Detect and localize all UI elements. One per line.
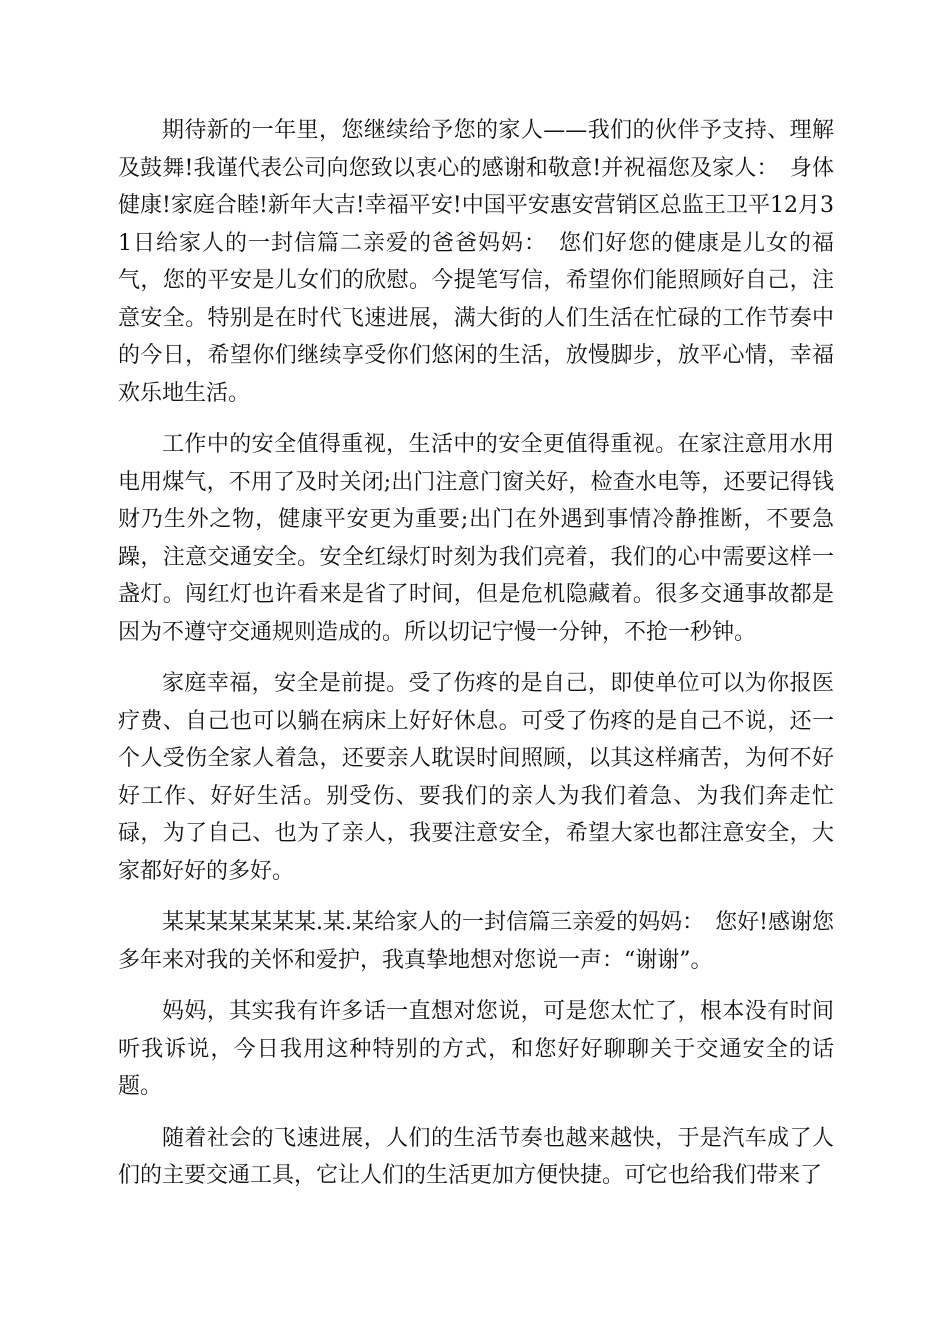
document-body bbox=[118, 112, 834, 1209]
paragraph-6: 随着社会的飞速进展，人们的生活节奏也越来越快，于是汽车成了人们的主要交通工具，它让人们的生活更加方便快捷。可它也给我们带来了 bbox=[118, 1125, 834, 1188]
paragraph-2: 工作中的安全值得重视，生活中的安全更值得重视。在家注意用水用电用煤气，不用了及时关闭;出门注意门窗关好，检查水电等，还要记得钱财乃生外之物，健康平安更为重要;出门在外遇到事情冷静推断，不要急躁，注意交通安全。安全红绿灯时刻为我们亮着，我们的心中需要这样一盏灯。闯红灯也许看来是省了时间，但是危机隐藏着。很多交通事故都是因为不遵守交通规则造成的。所以切记宁慢一分钟，不抢一秒钟。 bbox=[118, 432, 834, 645]
paragraph-1: 期待新的一年里，您继续给予您的家人——我们的伙伴予支持、理解及鼓舞!我谨代表公司向您致以衷心的感谢和敬意!并祝福您及家人： 身体健康!家庭合睦!新年大吉!幸福平安!中国平安惠安营销区总监王卫平12月31日给家人的一封信篇二亲爱的爸爸妈妈： 您们好您的健康是儿女的福气，您的平安是儿女们的欣慰。今提笔写信，希望你们能照顾好自己，注意安全。特别是在时代飞速进展，满大街的人们生活在忙碌的工作节奏中的今日，希望你们继续享受你们悠闲的生活，放慢脚步，放平心情，幸福欢乐地生活。 bbox=[118, 118, 834, 406]
paragraph-5: 妈妈，其实我有许多话一直想对您说，可是您太忙了，根本没有时间听我诉说，今日我用这种特别的方式，和您好好聊聊关于交通安全的话题。 bbox=[118, 999, 834, 1099]
paragraph-3: 家庭幸福，安全是前提。受了伤疼的是自己，即使单位可以为你报医疗费、自己也可以躺在病床上好好休息。可受了伤疼的是自己不说，还一个人受伤全家人着急，还要亲人耽误时间照顾，以其这样痛苦，为何不好好工作、好好生活。别受伤、要我们的亲人为我们着急、为我们奔走忙碌，为了自己、也为了亲人，我要注意安全，希望大家也都注意安全，大家都好好的多好。 bbox=[118, 671, 834, 884]
paragraph-4: 某某某某某某某.某.某给家人的一封信篇三亲爱的妈妈： 您好!感谢您多年来对我的关怀和爱护，我真挚地想对您说一声：“谢谢”。 bbox=[118, 910, 834, 973]
